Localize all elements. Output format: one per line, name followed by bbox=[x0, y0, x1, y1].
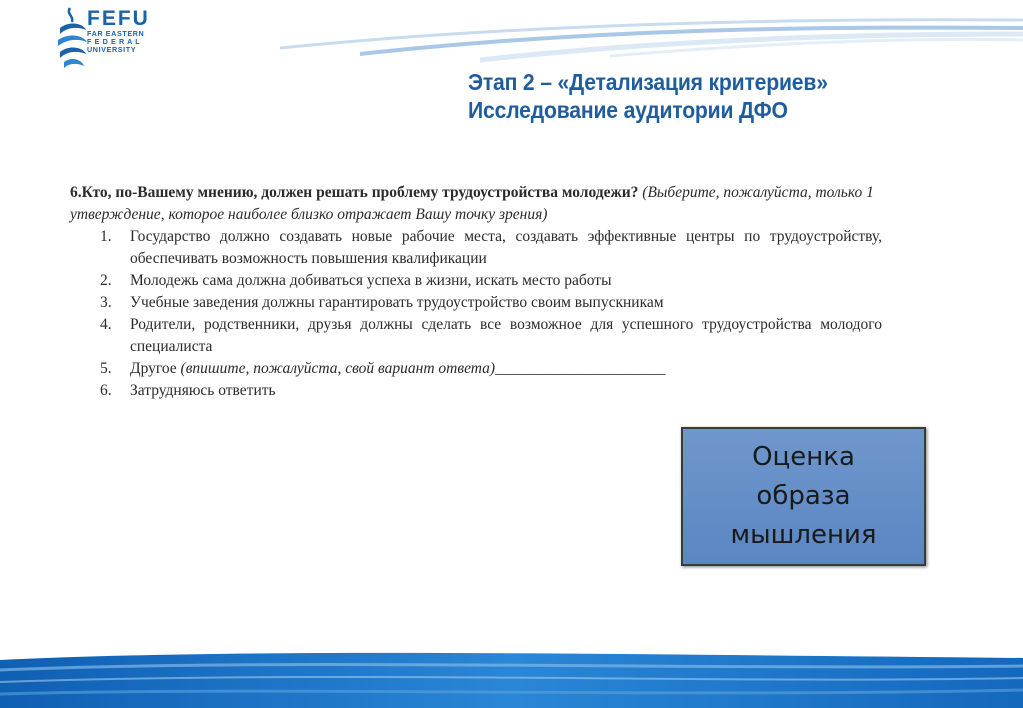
header-swoosh-decoration bbox=[280, 8, 1023, 68]
list-item bbox=[70, 358, 882, 380]
answer-options-list bbox=[70, 226, 882, 402]
option-text: Затрудняюсь ответить bbox=[130, 382, 276, 399]
logo-main-text: FEFU bbox=[87, 7, 150, 30]
list-item bbox=[70, 314, 882, 358]
option-number: 5. bbox=[100, 360, 112, 377]
option-number: 2. bbox=[100, 272, 112, 289]
list-item bbox=[70, 380, 882, 402]
list-item bbox=[70, 292, 882, 314]
footer-wave-decoration bbox=[0, 640, 1023, 708]
list-item bbox=[70, 226, 882, 270]
question-text: 6.Кто, по-Вашему мнению, должен решать проблему трудоустройства молодежи? bbox=[70, 184, 639, 201]
badge-line: мышления bbox=[730, 520, 877, 550]
list-item bbox=[70, 270, 882, 292]
subtitle-line: Исследование аудитории ДФО bbox=[468, 97, 788, 123]
questionnaire-excerpt bbox=[70, 182, 882, 402]
answer-blank-line: ______________________ bbox=[495, 360, 666, 377]
logo-sub-line: UNIVERSITY bbox=[87, 45, 137, 54]
mindset-assessment-box bbox=[681, 427, 926, 566]
logo-sub-line: FAR EASTERN bbox=[87, 29, 145, 38]
page-title bbox=[468, 68, 859, 124]
logo-sub-line: F E D E R A L bbox=[87, 37, 141, 46]
option-text: Молодежь сама должна добиваться успеха в жизни, искать место работы bbox=[130, 272, 612, 289]
badge-line: Оценка bbox=[752, 442, 855, 472]
option-number: 6. bbox=[100, 382, 112, 399]
option-number: 1. bbox=[100, 228, 112, 245]
logo-emblem-icon bbox=[56, 6, 90, 70]
title-line: Этап 2 – «Детализация критериев» bbox=[468, 69, 828, 95]
option-text-other bbox=[130, 358, 882, 380]
question-heading bbox=[70, 182, 882, 226]
option-text: Другое bbox=[130, 360, 177, 377]
option-number: 4. bbox=[100, 316, 112, 333]
option-note: (впишите, пожалуйста, свой вариант ответа) bbox=[180, 360, 496, 377]
badge-line: образа bbox=[756, 481, 851, 511]
logo-text bbox=[87, 8, 150, 54]
option-text: Учебные заведения должны гарантировать трудоустройство своим выпускникам bbox=[130, 294, 664, 311]
option-text: Государство должно создавать новые рабочие места, создавать эффективные центры по трудоустройству, обеспечивать возможность повышения квалификации bbox=[130, 228, 882, 267]
option-number: 3. bbox=[100, 294, 112, 311]
question-instruction: (Выберите, пожалуйста, только 1 утверждение, которое наиболее близко отражает Вашу точку зрения) bbox=[70, 184, 874, 223]
option-text: Родители, родственники, друзья должны сделать все возможное для успешного трудоустройства молодого специалиста bbox=[130, 316, 882, 355]
